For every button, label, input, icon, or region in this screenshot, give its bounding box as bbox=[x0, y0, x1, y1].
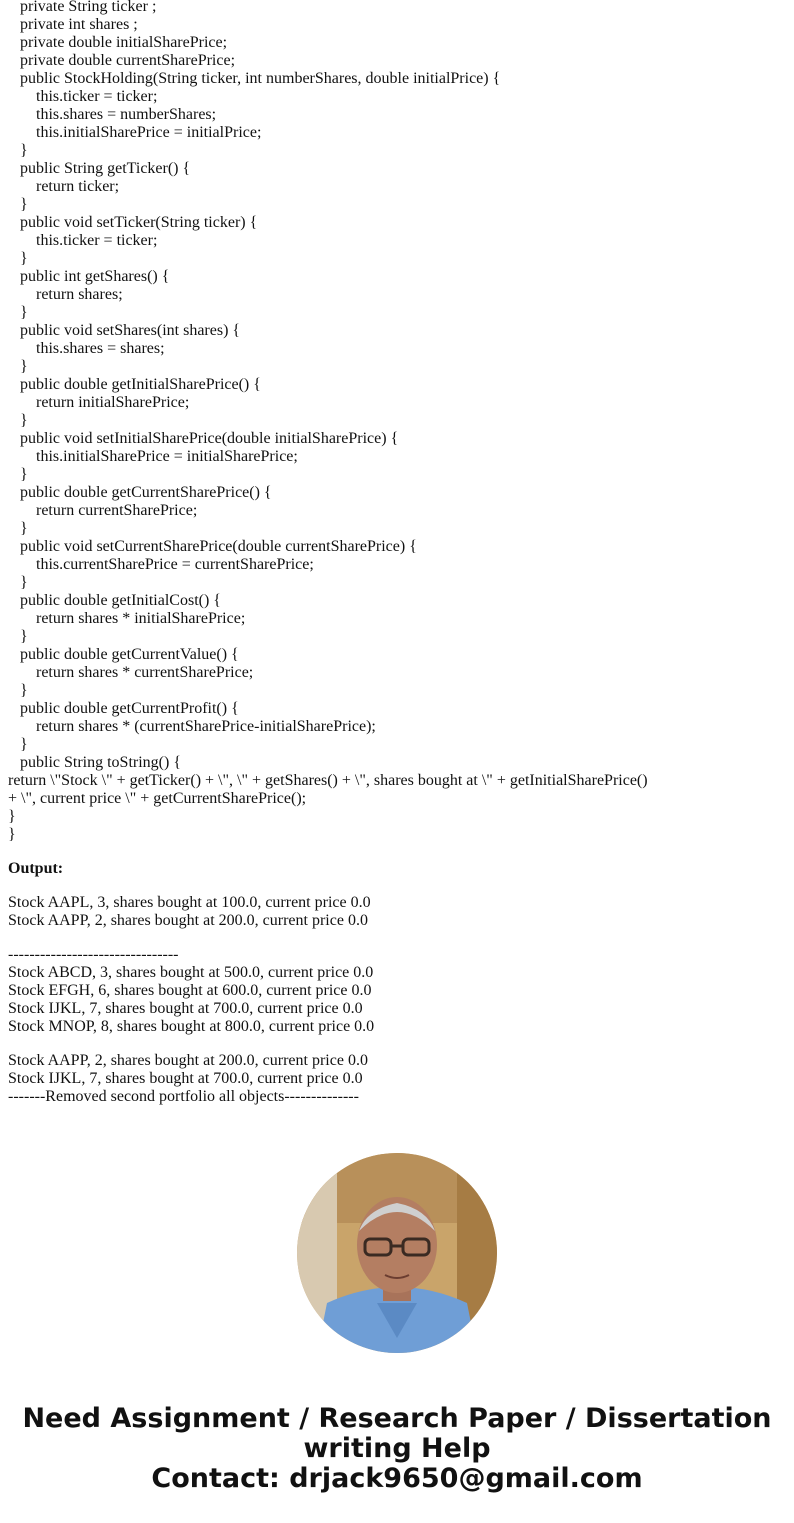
output-line: Stock ABCD, 3, shares bought at 500.0, current price 0.0 bbox=[8, 964, 374, 981]
code-line: public void setInitialSharePrice(double initialSharePrice) { bbox=[20, 430, 399, 447]
code-line: } bbox=[20, 466, 28, 483]
output-line: Stock AAPP, 2, shares bought at 200.0, current price 0.0 bbox=[8, 1052, 368, 1069]
code-line: return currentSharePrice; bbox=[36, 502, 198, 519]
code-line: return ticker; bbox=[36, 178, 120, 195]
code-line: this.ticker = ticker; bbox=[36, 232, 158, 249]
code-line: return shares * (currentSharePrice-initialSharePrice); bbox=[36, 718, 376, 735]
code-line: } bbox=[20, 682, 28, 699]
code-line: return shares * currentSharePrice; bbox=[36, 664, 254, 681]
code-line: public double getCurrentProfit() { bbox=[20, 700, 239, 717]
code-line: this.currentSharePrice = currentSharePrice; bbox=[36, 556, 314, 573]
code-line: public double getCurrentSharePrice() { bbox=[20, 484, 272, 501]
code-line: this.ticker = ticker; bbox=[36, 88, 158, 105]
code-line: } bbox=[20, 574, 28, 591]
output-line: Stock EFGH, 6, shares bought at 600.0, current price 0.0 bbox=[8, 982, 372, 999]
banner-line: Need Assignment / Research Paper / Dissertation bbox=[22, 1403, 772, 1434]
output-line: Stock MNOP, 8, shares bought at 800.0, current price 0.0 bbox=[8, 1018, 375, 1035]
code-line: public StockHolding(String ticker, int numberShares, double initialPrice) { bbox=[20, 70, 501, 87]
code-line: public void setTicker(String ticker) { bbox=[20, 214, 258, 231]
contact-banner bbox=[0, 1404, 794, 1494]
code-line: } bbox=[20, 412, 28, 429]
output-line: -------Removed second portfolio all objects-------------- bbox=[8, 1088, 359, 1105]
code-line: return initialSharePrice; bbox=[36, 394, 190, 411]
code-line: } bbox=[8, 826, 16, 843]
code-line: this.shares = shares; bbox=[36, 340, 165, 357]
code-line: + \", current price \" + getCurrentSharePrice(); bbox=[8, 790, 307, 807]
output-separator: -------------------------------- bbox=[8, 946, 179, 963]
code-line: } bbox=[20, 358, 28, 375]
author-portrait-icon bbox=[297, 1153, 497, 1353]
code-line: private int shares ; bbox=[20, 16, 138, 33]
code-line: public void setCurrentSharePrice(double currentSharePrice) { bbox=[20, 538, 417, 555]
code-line: public double getInitialSharePrice() { bbox=[20, 376, 261, 393]
code-line: return \"Stock \" + getTicker() + \", \" + getShares() + \", shares bought at \" + getInitialSharePrice() bbox=[8, 772, 648, 789]
code-line: private double initialSharePrice; bbox=[20, 34, 228, 51]
code-line: this.shares = numberShares; bbox=[36, 106, 217, 123]
code-line: private String ticker ; bbox=[20, 0, 157, 15]
code-line: this.initialSharePrice = initialPrice; bbox=[36, 124, 262, 141]
output-line: Stock IJKL, 7, shares bought at 700.0, current price 0.0 bbox=[8, 1000, 363, 1017]
code-line: } bbox=[20, 196, 28, 213]
code-line: public void setShares(int shares) { bbox=[20, 322, 241, 339]
code-line: private double currentSharePrice; bbox=[20, 52, 236, 69]
code-line: return shares; bbox=[36, 286, 123, 303]
output-heading: Output: bbox=[8, 860, 64, 877]
code-line: } bbox=[20, 304, 28, 321]
output-line: Stock IJKL, 7, shares bought at 700.0, current price 0.0 bbox=[8, 1070, 363, 1087]
code-line: public double getCurrentValue() { bbox=[20, 646, 239, 663]
author-photo bbox=[297, 1153, 497, 1353]
code-line: this.initialSharePrice = initialSharePrice; bbox=[36, 448, 298, 465]
banner-contact: Contact: drjack9650@gmail.com bbox=[151, 1463, 643, 1494]
code-line: } bbox=[20, 628, 28, 645]
program-output bbox=[8, 894, 374, 1106]
output-line: Stock AAPP, 2, shares bought at 200.0, current price 0.0 bbox=[8, 912, 368, 929]
code-line: } bbox=[8, 808, 16, 825]
code-line: public double getInitialCost() { bbox=[20, 592, 221, 609]
code-line: public String toString() { bbox=[20, 754, 182, 771]
code-line: } bbox=[20, 520, 28, 537]
code-line: } bbox=[20, 142, 28, 159]
code-line: } bbox=[20, 736, 28, 753]
code-listing bbox=[8, 0, 788, 844]
code-line: public String getTicker() { bbox=[20, 160, 191, 177]
output-line: Stock AAPL, 3, shares bought at 100.0, current price 0.0 bbox=[8, 894, 371, 911]
code-line: public int getShares() { bbox=[20, 268, 170, 285]
banner-line: writing Help bbox=[303, 1433, 491, 1464]
code-line: } bbox=[20, 250, 28, 267]
code-line: return shares * initialSharePrice; bbox=[36, 610, 246, 627]
